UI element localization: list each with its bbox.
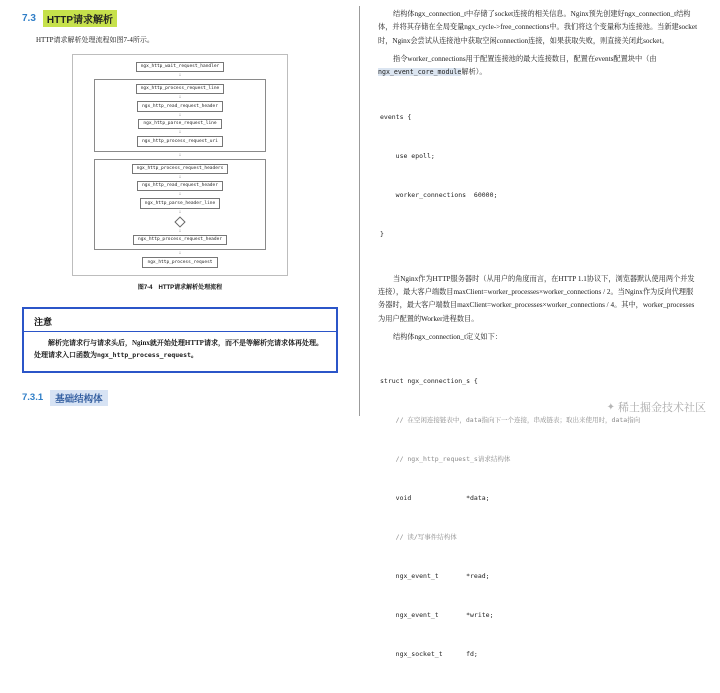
code-block-events	[380, 85, 698, 267]
module-name-highlight: ngx_event_core_module	[378, 68, 462, 77]
flow-node: ngx_http_read_request_header	[137, 181, 223, 191]
code-line: ngx_event_t *read;	[380, 572, 490, 581]
code-comment-line: // 读/写事件结构体	[380, 533, 457, 542]
down-arrow-icon: ↓	[178, 112, 182, 118]
left-page	[22, 10, 338, 406]
down-arrow-icon: ↓	[178, 251, 182, 257]
paragraph-maxclient: 当Nginx作为HTTP服务器时（从用户的角度而言，在HTTP 1.1协议下，浏览器默认使用两个并发连接），最大客户端数目maxClient=worker_processes×worker_connections / 2。当Nginx作为反向代理服务器时，最大客户端数目maxClient=worker_processes×worker_connections / 4。其中，worker_processes为用户配置的Worker进程数目。	[378, 274, 695, 323]
code-comment-line: // 在空闲连接链表中，data指向下一个连接，串成链表；取出来使用时，data指向	[380, 416, 641, 425]
flow-node: ngx_http_process_request_header	[133, 235, 227, 245]
flow-group-headers	[94, 159, 266, 251]
flow-node: ngx_http_parse_header_line	[140, 198, 220, 208]
section-number: 7.3	[22, 13, 36, 24]
section-heading	[22, 10, 338, 27]
flow-node: ngx_http_process_request_uri	[137, 136, 223, 146]
code-line: events {	[380, 112, 412, 121]
down-arrow-icon: ↓	[178, 209, 182, 215]
code-line: ngx_socket_t fd;	[380, 650, 478, 659]
paragraph-text-end: 解析）。	[461, 68, 487, 77]
page-divider	[359, 6, 360, 416]
down-arrow-icon: ↓	[178, 192, 182, 198]
note-text: 解析完请求行与请求头后，Nginx就开始处理HTTP请求，而不是等解析完请求体再处理。处理请求入口函数为	[34, 338, 323, 360]
flowchart-figure	[72, 54, 288, 276]
note-box	[22, 307, 338, 373]
down-arrow-icon: ↓	[178, 72, 182, 78]
code-line: use epoll;	[380, 151, 435, 160]
code-line: ngx_event_t *write;	[380, 611, 494, 620]
flow-node: ngx_http_process_request	[142, 257, 217, 267]
flow-node: ngx_http_parse_request_line	[138, 119, 221, 129]
watermark	[607, 399, 706, 415]
subsection-number: 7.3.1	[22, 392, 44, 404]
section-title: HTTP请求解析	[43, 10, 117, 27]
code-line: void *data;	[380, 494, 490, 503]
flow-node: ngx_http_process_request_line	[136, 84, 225, 94]
decision-diamond	[174, 216, 185, 227]
flow-node: ngx_http_wait_request_handler	[136, 62, 225, 72]
juejin-logo-icon: ✦	[606, 401, 615, 413]
down-arrow-icon: ↓	[178, 174, 182, 180]
subsection-heading	[22, 390, 338, 406]
down-arrow-icon: ↓	[178, 152, 182, 158]
note-code: ngx_http_process_request	[97, 351, 191, 360]
code-comment-line: // ngx_http_request_s请求结构体	[380, 455, 511, 464]
flow-node: ngx_http_read_request_header	[137, 101, 223, 111]
intro-paragraph: HTTP请求解析处理流程如图7-4所示。	[36, 36, 154, 44]
paragraph-text: 指令worker_connections用于配置连接池的最大连接数目，配置在events配置块中（由	[393, 54, 657, 63]
code-line: }	[380, 229, 384, 238]
paragraph-connection-pool: 结构体ngx_connection_t中存储了socket连接的相关信息。Nginx预先创建好ngx_connection_t结构体，并将其存储在全局变量ngx_cycle->free_connections中。我们将这个变量称为连接池。当新建socket时，Nginx会尝试从连接池中获取空闲connection连接，如果获取失败，则直接关闭此socket。	[378, 10, 698, 45]
paragraph-struct-intro: 结构体ngx_connection_t定义如下：	[393, 332, 502, 341]
flow-group-request-line	[94, 79, 266, 152]
flow-node: ngx_http_process_request_headers	[132, 164, 229, 174]
down-arrow-icon: ↓	[178, 228, 182, 234]
code-line: worker_connections 60000;	[380, 190, 498, 199]
down-arrow-icon: ↓	[178, 130, 182, 136]
right-page	[378, 8, 698, 693]
subsection-title: 基础结构体	[50, 390, 108, 406]
note-body	[34, 337, 326, 362]
down-arrow-icon: ↓	[178, 95, 182, 101]
watermark-text: 稀土掘金技术社区	[618, 402, 706, 414]
paragraph-worker-connections	[378, 53, 698, 80]
note-text-end: 。	[190, 351, 198, 360]
code-line: struct ngx_connection_s {	[380, 377, 478, 386]
note-title: 注意	[34, 316, 53, 327]
note-divider	[24, 331, 336, 332]
figure-caption: 图7-4 HTTP请求解析处理流程	[137, 284, 223, 291]
